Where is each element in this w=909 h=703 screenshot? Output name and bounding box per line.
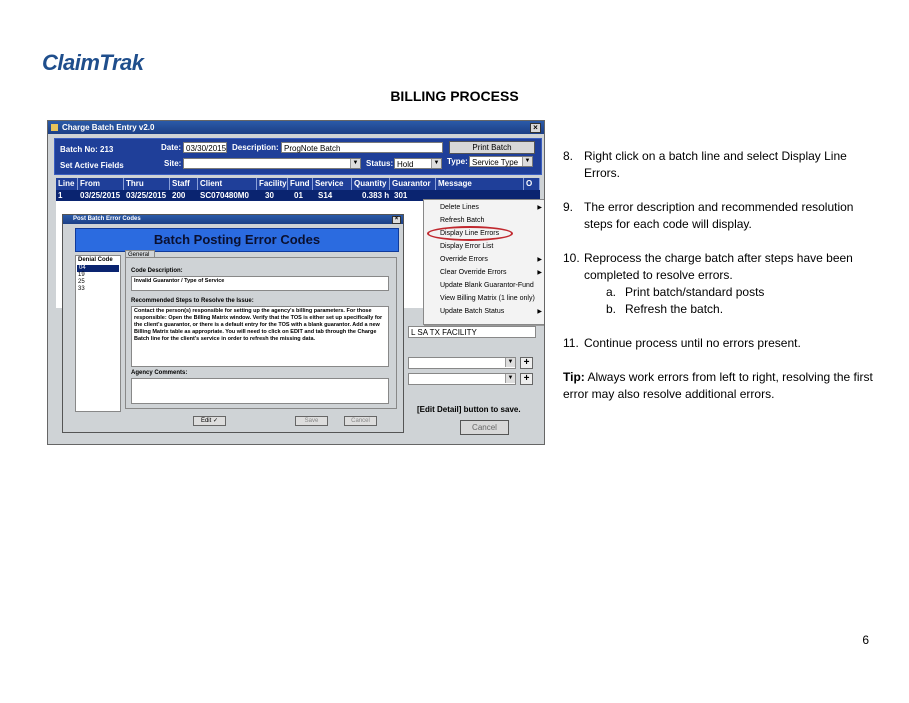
menu-item-label: Clear Override Errors — [440, 269, 507, 276]
checkmark-icon: ✓ — [212, 418, 219, 424]
dialog-titlebar — [63, 215, 403, 224]
status-label: Status: — [366, 159, 394, 168]
col-line[interactable]: Line — [56, 178, 78, 190]
page-number: 6 — [862, 633, 869, 647]
edit-button[interactable] — [193, 416, 226, 426]
add-button-2[interactable]: + — [520, 373, 533, 385]
dialog-banner: Batch Posting Error Codes — [75, 228, 399, 252]
window-title: Charge Batch Entry v2.0 — [62, 123, 155, 132]
site-select[interactable] — [183, 158, 361, 169]
cell-service: S14 — [318, 191, 333, 200]
type-select[interactable] — [469, 156, 533, 167]
menu-item-refresh-batch[interactable] — [424, 215, 545, 227]
menu-item-label: Delete Lines — [440, 204, 479, 211]
list-item[interactable]: 33 — [78, 286, 85, 292]
cell-fund: 01 — [294, 191, 303, 200]
date-field[interactable]: 03/30/2015 — [183, 142, 227, 153]
step-text: Right click on a batch line and select Display Line Errors. — [584, 149, 847, 180]
set-active-fields-label: Set Active Fields — [60, 161, 124, 170]
cell-staff: 200 — [172, 191, 186, 200]
lower-select-1[interactable] — [408, 357, 516, 369]
status-value: Hold — [397, 160, 414, 169]
tab-general[interactable]: General — [125, 250, 155, 258]
chevron-right-icon: ▶ — [537, 270, 542, 276]
col-staff[interactable]: Staff — [170, 178, 198, 190]
close-icon[interactable]: × — [392, 216, 401, 224]
menu-item-update-batch-status[interactable] — [424, 306, 545, 318]
cell-line: 1 — [58, 191, 63, 200]
step-number: 10. — [563, 251, 580, 265]
description-label: Description: — [232, 143, 279, 152]
step-text: Continue process until no errors present. — [584, 336, 801, 350]
col-guarantor[interactable]: Guarantor — [390, 178, 436, 190]
chevron-right-icon: ▶ — [537, 205, 542, 211]
step-text: Print batch/standard posts — [625, 285, 765, 299]
col-from[interactable]: From — [78, 178, 124, 190]
page-heading: BILLING PROCESS — [390, 88, 519, 104]
window-titlebar — [48, 121, 544, 134]
grid-header — [56, 178, 540, 190]
dialog-title: Post Batch Error Codes — [73, 216, 141, 222]
error-codes-dialog — [62, 214, 404, 433]
chevron-down-icon: ▼ — [350, 159, 360, 168]
cell-client: SC070480M0 — [200, 191, 249, 200]
menu-item-delete-lines[interactable] — [424, 202, 545, 214]
chevron-down-icon: ▼ — [505, 358, 515, 367]
claimtrak-logo: ClaimTrak — [42, 50, 144, 75]
batch-header — [54, 138, 542, 175]
menu-item-label: Update Batch Status — [440, 308, 505, 315]
type-label: Type: — [447, 157, 468, 166]
print-batch-button[interactable]: Print Batch — [449, 141, 535, 154]
description-field[interactable]: ProgNote Batch — [281, 142, 443, 153]
chevron-right-icon: ▶ — [537, 309, 542, 315]
edit-detail-note: [Edit Detail] button to save. — [417, 405, 521, 414]
menu-item-view-billing-matrix[interactable] — [424, 293, 545, 305]
code-desc-field[interactable]: Invalid Guarantor / Type of Service — [131, 276, 389, 291]
chevron-right-icon: ▶ — [537, 257, 542, 263]
cell-from: 03/25/2015 — [80, 191, 121, 200]
step-10a — [563, 284, 873, 301]
col-o[interactable]: O — [524, 178, 540, 190]
cancel-button[interactable]: Cancel — [460, 420, 509, 435]
col-quantity[interactable]: Quantity — [352, 178, 390, 190]
cell-facility: 30 — [265, 191, 274, 200]
col-thru[interactable]: Thru — [124, 178, 170, 190]
edit-button-label: Edit — [200, 418, 212, 424]
menu-item-display-error-list[interactable] — [424, 241, 545, 253]
cell-quantity: 0.383 h — [362, 191, 390, 200]
facility-field[interactable]: L SA TX FACILITY — [408, 326, 536, 338]
steps-label: Recommended Steps to Resolve the Issue: — [131, 298, 254, 304]
batch-no-label: Batch No: 213 — [60, 145, 114, 154]
type-value: Service Type — [472, 158, 519, 167]
col-client[interactable]: Client — [198, 178, 257, 190]
menu-item-label: Update Blank Guarantor-Fund — [440, 282, 534, 289]
instructions — [563, 148, 873, 403]
step-9 — [563, 199, 873, 233]
lower-select-2[interactable] — [408, 373, 516, 385]
col-facility[interactable]: Facility — [259, 179, 287, 188]
app-icon — [51, 124, 58, 131]
menu-item-label: Override Errors — [440, 256, 488, 263]
step-text: Reprocess the charge batch after steps have been completed to resolve errors. — [584, 251, 853, 282]
step-number: 9. — [563, 200, 574, 214]
tip-label: Tip: — [563, 370, 585, 384]
steps-field[interactable]: Contact the person(s) responsible for setting up the agency's billing parameters. For those responsible: Open the Billing Matrix window. Verify that the TOS is either set up specifically for the client's guarantor, or there is a default entry for the TOS with a blank guarantor. Add a new Billing Matrix table as appropriate. You will need to click on EDIT and tab through the Charge Batch line for the client's service in order to refresh the missing data. — [131, 306, 389, 367]
charge-batch-screenshot — [47, 120, 545, 445]
menu-item-override-errors[interactable] — [424, 254, 545, 266]
step-10b — [563, 301, 873, 318]
tip-text: Always work errors from left to right, resolving the first error may also resolve additional errors. — [563, 370, 873, 401]
list-item[interactable]: 19 — [78, 272, 85, 278]
status-select[interactable] — [394, 158, 442, 169]
step-number: 11. — [563, 336, 579, 350]
step-number: 8. — [563, 149, 574, 163]
cell-thru: 03/25/2015 — [126, 191, 167, 200]
menu-item-label: Display Line Errors — [440, 230, 500, 237]
step-10 — [563, 250, 873, 284]
menu-item-label: Display Error List — [440, 243, 494, 250]
agency-comments-label: Agency Comments: — [131, 370, 188, 376]
add-button-1[interactable]: + — [520, 357, 533, 369]
step-11 — [563, 335, 873, 352]
chevron-down-icon: ▼ — [431, 159, 441, 168]
denial-code-header: Denial Code — [78, 257, 113, 263]
col-message[interactable]: Message — [436, 178, 524, 190]
col-fund[interactable]: Fund — [288, 178, 313, 190]
chevron-down-icon: ▼ — [522, 157, 532, 166]
tip — [563, 369, 873, 403]
close-icon[interactable]: × — [530, 123, 541, 133]
list-item[interactable]: 04 — [77, 265, 119, 272]
menu-item-clear-override-errors[interactable] — [424, 267, 545, 279]
menu-item-label: Refresh Batch — [440, 217, 485, 224]
site-label: Site: — [164, 159, 182, 168]
menu-item-update-blank-guarantor[interactable] — [424, 280, 545, 292]
step-letter: b. — [606, 302, 617, 316]
context-menu — [423, 199, 545, 325]
chevron-down-icon: ▼ — [505, 374, 515, 383]
step-8 — [563, 148, 873, 182]
denial-code-list[interactable] — [75, 255, 121, 412]
step-text: Refresh the batch. — [625, 302, 724, 316]
agency-comments-field[interactable] — [131, 378, 389, 404]
highlight-oval — [427, 226, 513, 241]
col-service[interactable]: Service — [313, 178, 352, 190]
date-label: Date: — [161, 143, 182, 152]
step-text: The error description and recommended resolution steps for each code will display. — [584, 200, 854, 231]
step-letter: a. — [606, 285, 617, 299]
menu-item-label: View Billing Matrix (1 line only) — [440, 295, 535, 302]
save-button[interactable]: Save — [295, 416, 328, 426]
code-desc-label: Code Description: — [131, 268, 183, 274]
cell-guarantor: 301 — [394, 191, 408, 200]
list-item[interactable]: 25 — [78, 279, 85, 285]
dialog-cancel-button[interactable]: Cancel — [344, 416, 377, 426]
